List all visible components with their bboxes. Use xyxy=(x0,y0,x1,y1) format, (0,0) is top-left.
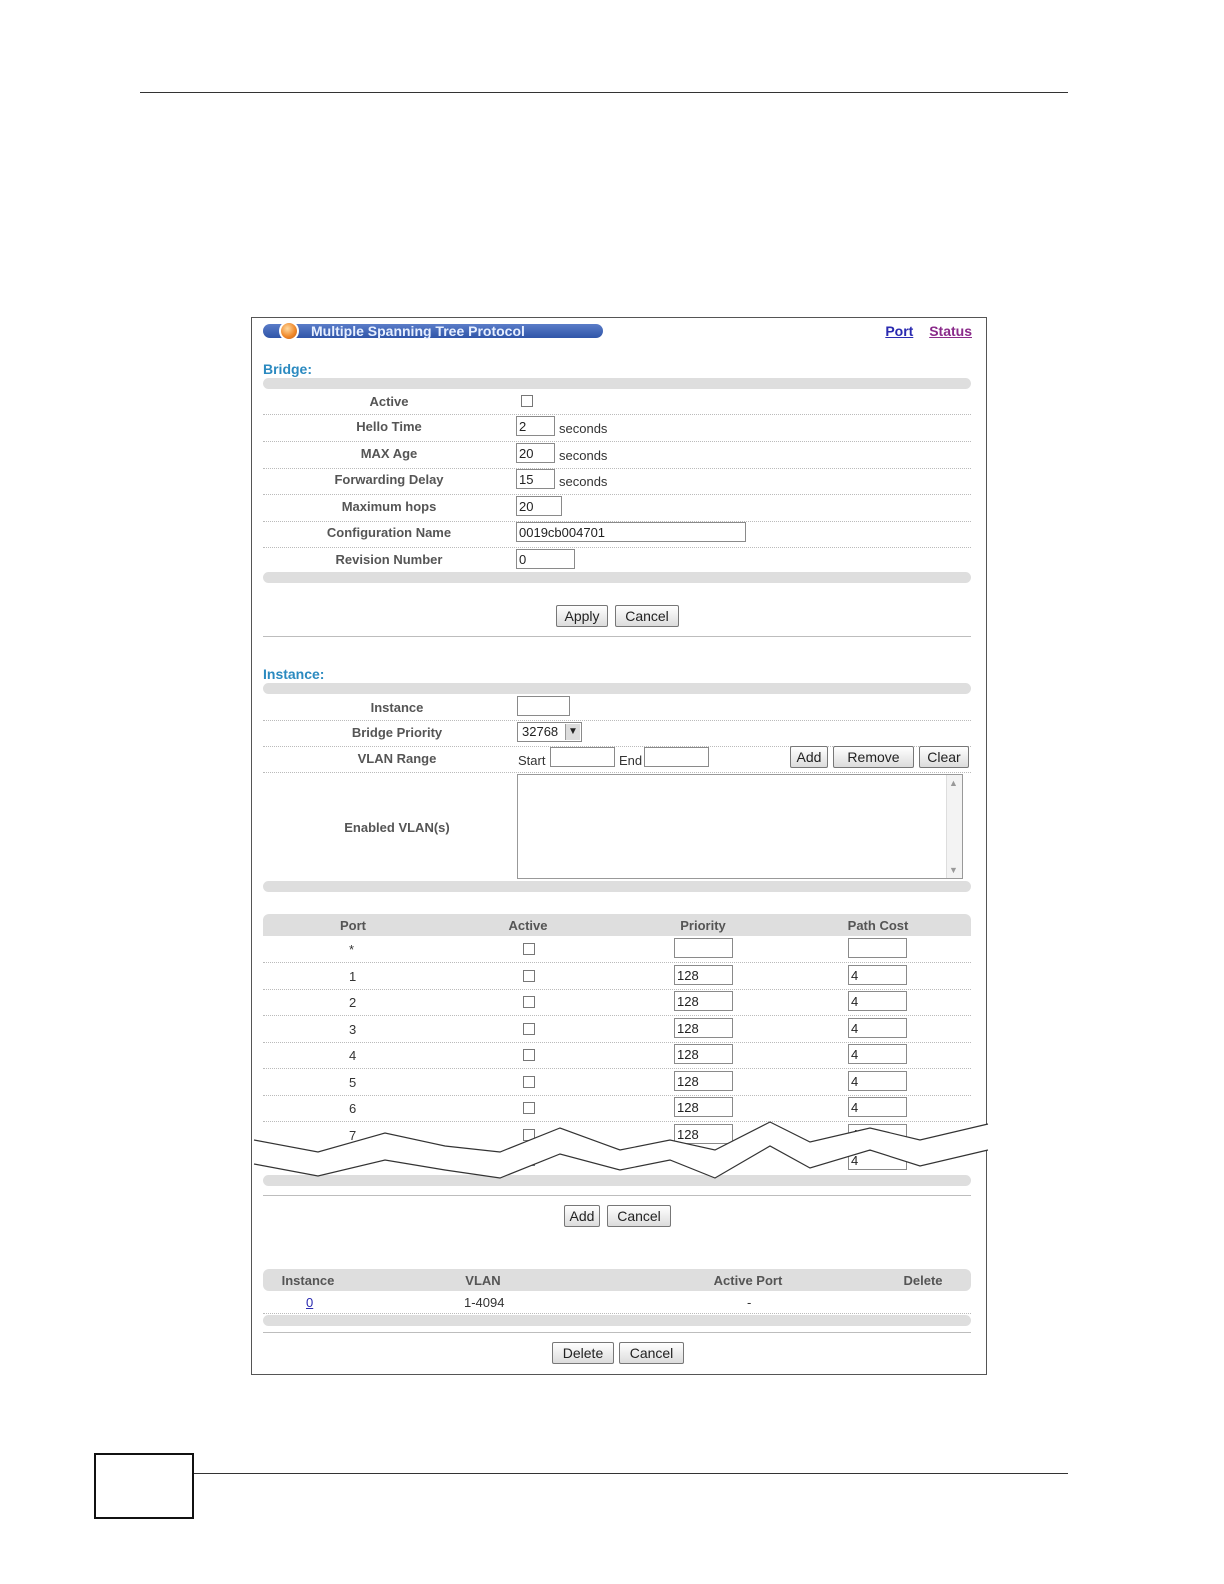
summary-delete-header: Delete xyxy=(903,1273,943,1288)
priority-column-header: Priority xyxy=(680,918,726,933)
port-number: 5 xyxy=(349,1075,357,1090)
vlan-add-button[interactable]: Add xyxy=(790,746,828,768)
config-name-label: Configuration Name xyxy=(326,525,452,540)
port-number: 1 xyxy=(349,969,357,984)
port-path-cost-input[interactable]: 4 xyxy=(848,1018,907,1038)
port-priority-input[interactable]: 128 xyxy=(674,1071,733,1091)
summary-instance-header: Instance xyxy=(281,1273,335,1288)
bridge-priority-value: 32768 xyxy=(522,724,559,739)
instance-cancel-button[interactable]: Cancel xyxy=(607,1205,671,1227)
port-priority-input[interactable]: 128 xyxy=(674,965,733,985)
port-priority-input[interactable]: 128 xyxy=(674,1018,733,1038)
hello-time-unit: seconds xyxy=(559,421,608,436)
port-column-header: Port xyxy=(340,918,366,933)
summary-active-port-value: - xyxy=(747,1295,752,1310)
port-number: 3 xyxy=(349,1022,357,1037)
summary-cancel-button[interactable]: Cancel xyxy=(619,1342,684,1364)
port-path-cost-input[interactable]: 4 xyxy=(848,1150,907,1170)
scroll-up-icon: ▲ xyxy=(949,778,958,788)
path-cost-column-header: Path Cost xyxy=(847,918,909,933)
summary-active-port-header: Active Port xyxy=(713,1273,783,1288)
port-number: * xyxy=(349,942,355,957)
port-number: 7 xyxy=(349,1128,357,1143)
forwarding-delay-input[interactable]: 15 xyxy=(516,469,555,489)
maximum-hops-input[interactable]: 20 xyxy=(516,496,562,516)
enabled-vlans-label: Enabled VLAN(s) xyxy=(344,820,450,835)
port-path-cost-input[interactable]: 4 xyxy=(848,1044,907,1064)
vlan-end-label: End xyxy=(619,753,643,768)
port-priority-input[interactable]: 128 xyxy=(674,1097,733,1117)
summary-vlan-value: 1-4094 xyxy=(464,1295,505,1310)
revision-number-label: Revision Number xyxy=(335,552,443,567)
port-path-cost-input[interactable]: 4 xyxy=(848,965,907,985)
port-priority-input[interactable]: 128 xyxy=(674,1124,733,1144)
page-footer-rule xyxy=(192,1473,1068,1474)
port-priority-input[interactable]: 128 xyxy=(674,1044,733,1064)
instance-label: Instance xyxy=(370,700,424,715)
vlan-remove-button[interactable]: Remove xyxy=(833,746,914,768)
summary-instance-value[interactable]: 0 xyxy=(306,1295,314,1310)
max-age-unit: seconds xyxy=(559,448,608,463)
hello-time-label: Hello Time xyxy=(356,419,422,434)
maximum-hops-label: Maximum hops xyxy=(341,499,437,514)
port-path-cost-input[interactable]: 4 xyxy=(848,1097,907,1117)
port-link[interactable]: Port xyxy=(885,323,914,339)
page-number-box xyxy=(94,1453,194,1519)
port-path-cost-input[interactable]: 4 xyxy=(848,1071,907,1091)
bridge-apply-button[interactable]: Apply xyxy=(556,605,608,627)
scroll-down-icon: ▼ xyxy=(949,865,958,875)
bridge-cancel-button[interactable]: Cancel xyxy=(615,605,679,627)
hello-time-input[interactable]: 2 xyxy=(516,416,555,436)
instance-add-button[interactable]: Add xyxy=(564,1205,600,1227)
forwarding-delay-label: Forwarding Delay xyxy=(334,472,444,487)
max-age-label: MAX Age xyxy=(360,446,418,461)
vlan-start-label: Start xyxy=(518,753,546,768)
bridge-section-title: Bridge: xyxy=(263,361,312,377)
instance-section-title: Instance: xyxy=(263,666,325,682)
max-age-input[interactable]: 20 xyxy=(516,443,555,463)
port-number: 4 xyxy=(349,1048,357,1063)
port-number: 2 xyxy=(349,995,357,1010)
revision-number-input[interactable]: 0 xyxy=(516,549,575,569)
active-column-header: Active xyxy=(508,918,548,933)
vlan-clear-button[interactable]: Clear xyxy=(919,746,969,768)
vlan-range-label: VLAN Range xyxy=(357,751,437,766)
port-priority-input[interactable]: 128 xyxy=(674,991,733,1011)
summary-vlan-header: VLAN xyxy=(465,1273,501,1288)
status-link[interactable]: Status xyxy=(929,323,972,339)
port-number: 6 xyxy=(349,1101,357,1116)
chevron-down-icon: ▼ xyxy=(565,724,580,740)
page-title: Multiple Spanning Tree Protocol xyxy=(311,323,525,339)
forwarding-delay-unit: seconds xyxy=(559,474,608,489)
summary-delete-button[interactable]: Delete xyxy=(552,1342,614,1364)
bridge-priority-label: Bridge Priority xyxy=(351,725,443,740)
bridge-active-label: Active xyxy=(369,394,409,409)
port-path-cost-input[interactable]: 4 xyxy=(848,991,907,1011)
config-name-input[interactable]: 0019cb004701 xyxy=(516,522,746,542)
